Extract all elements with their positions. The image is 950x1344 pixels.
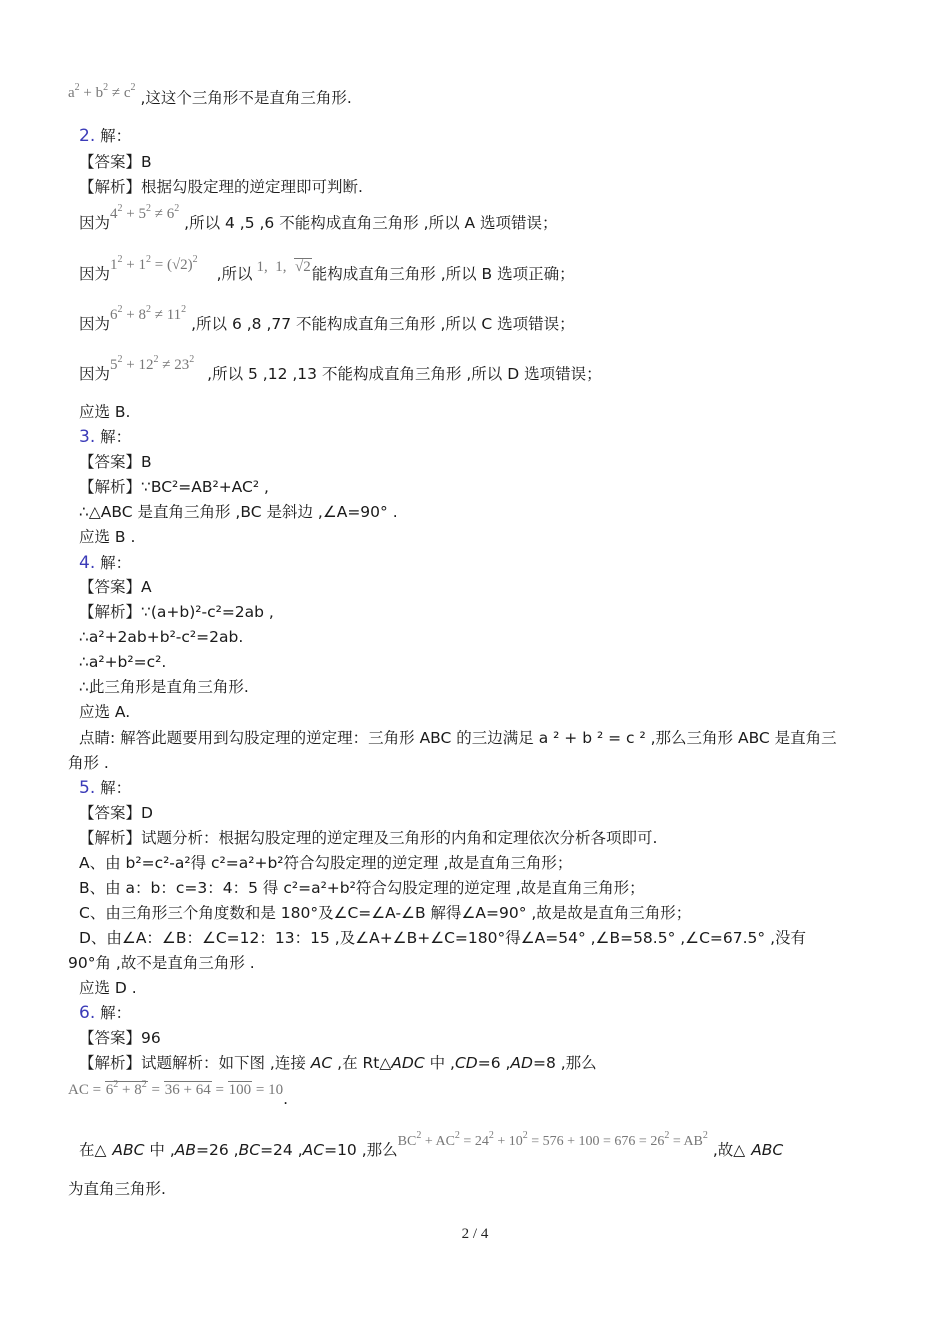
q4-jie: 解： — [100, 554, 132, 572]
q5-header — [79, 778, 131, 798]
q4-answer: 【答案】A — [79, 578, 152, 596]
q2-line-d-pre: 因为 — [79, 365, 111, 383]
q5-answer: 【答案】D — [79, 804, 153, 822]
q6-ac: AC — [310, 1054, 333, 1072]
q4-line4: ∴此三角形是直角三角形. — [79, 678, 249, 696]
q2-conclusion: 应选 B. — [79, 403, 131, 421]
q2-number: 2. — [79, 126, 96, 146]
q6-line2-post: ,故△ — [707, 1141, 746, 1159]
q6-ad-val: =8 ,那么 — [532, 1054, 597, 1072]
q4-line2: ∴a²+2ab+b²-c²=2ab. — [79, 628, 244, 646]
q6-bc: BC — [238, 1141, 261, 1159]
page-footer: 2 / 4 — [461, 1226, 489, 1242]
q4-header — [79, 553, 131, 573]
q3-analysis: 【解析】∵BC²=AB²+AC² , — [79, 478, 269, 496]
q4-line3: ∴a²+b²=c². — [79, 653, 167, 671]
q6-cd: CD — [454, 1054, 478, 1072]
q5-jie: 解： — [100, 779, 132, 797]
q6-adc: △ADC — [379, 1054, 425, 1072]
q1-formula: $a^2 + b^2 \ne c^2$ — [68, 82, 136, 101]
q4-comment-1: 点睛: 解答此题要用到勾股定理的逆定理：三角形 ABC 的三边满足 a ² + b ² = c ² ,那么三角形 ABC 是直角三 — [79, 729, 837, 747]
q5-option-a: A、由 b²=c²-a²得 c²=a²+b²符合勾股定理的逆定理 ,故是直角三角形； — [79, 854, 573, 872]
q2-line-a — [79, 203, 558, 234]
q2-header — [79, 126, 131, 146]
q5-number: 5. — [79, 778, 96, 798]
q3-jie: 解： — [100, 428, 132, 446]
q2-line-c-formula: $6^2 + 8^2 \ne 11^2$ — [110, 304, 187, 323]
q3-answer: 【答案】B — [79, 453, 152, 471]
q6-ac2: AC — [302, 1141, 325, 1159]
q2-line-b-mid: ,所以 — [211, 265, 253, 283]
q6-number: 6. — [79, 1003, 96, 1023]
q6-line2 — [79, 1130, 784, 1162]
q2-line-c — [79, 304, 575, 335]
q5-analysis: 【解析】试题分析：根据勾股定理的逆定理及三角形的内角和定理依次分析各项即可. — [79, 829, 658, 847]
q6-line2-mid: 中 , — [144, 1141, 175, 1159]
q1-text: ,这这个三角形不是直角三角形. — [140, 89, 352, 107]
q3-number: 3. — [79, 427, 96, 447]
q5-conclusion: 应选 D . — [79, 979, 137, 997]
q2-line-d-post: ,所以 5 ,12 ,13 不能构成直角三角形 ,所以 D 选项错误； — [202, 365, 602, 383]
q6-cd-val: =6 , — [477, 1054, 511, 1072]
q5-option-d-2: 90°角 ,故不是直角三角形 . — [68, 954, 255, 972]
q2-analysis: 【解析】根据勾股定理的逆定理即可判断. — [79, 178, 363, 196]
q6-header — [79, 1003, 131, 1023]
q2-line-c-post: ,所以 6 ,8 ,77 不能构成直角三角形 ,所以 C 选项错误； — [186, 315, 575, 333]
q5-option-d-1: D、由∠A：∠B：∠C=12：13：15 ,及∠A+∠B+∠C=180°得∠A=54° ,∠B=58.5° ,∠C=67.5° ,没有 — [79, 929, 807, 947]
q3-conclusion: 应选 B . — [79, 528, 136, 546]
q5-option-c: C、由三角形三个角度数和是 180°及∠C=∠A-∠B 解得∠A=90° ,故是故是直角三角形； — [79, 904, 692, 922]
q3-header — [79, 427, 131, 447]
q4-comment-2: 角形 . — [68, 754, 109, 772]
q6-line2-pre: 在△ — [79, 1141, 107, 1159]
q2-answer: 【答案】B — [79, 153, 152, 171]
q2-line-a-post: ,所以 4 ,5 ,6 不能构成直角三角形 ,所以 A 选项错误； — [179, 214, 558, 232]
q4-number: 4. — [79, 553, 96, 573]
q1-tail-line — [68, 82, 352, 109]
q2-line-b-values: 1, 1, √2 — [256, 259, 311, 275]
q2-line-d — [79, 354, 602, 385]
q2-jie: 解： — [100, 127, 132, 145]
q6-jie: 解： — [100, 1004, 132, 1022]
q6-formula-end: . — [283, 1090, 289, 1108]
q4-conclusion: 应选 A. — [79, 703, 131, 721]
q2-line-b-formula: $1^2 + 1^2 = (√2)^2$ — [110, 254, 198, 273]
q6-abc2: ABC — [751, 1141, 784, 1159]
q6-analysis-mid2: 中 , — [424, 1054, 455, 1072]
q6-line3: 为直角三角形. — [68, 1180, 166, 1198]
q2-line-b — [79, 254, 575, 285]
q6-ac2-val: =10 ,那么 — [324, 1141, 398, 1159]
q6-analysis-pre: 【解析】试题解析：如下图 ,连接 — [79, 1054, 306, 1072]
q5-option-b: B、由 a：b：c=3：4：5 得 c²=a²+b²符合勾股定理的逆定理 ,故是直角三角形； — [79, 879, 645, 897]
q6-analysis — [79, 1053, 597, 1073]
q2-line-b-post: 能构成直角三角形 ,所以 B 选项正确； — [311, 265, 575, 283]
q4-analysis: 【解析】∵(a+b)²-c²=2ab , — [79, 603, 274, 621]
q2-line-c-pre: 因为 — [79, 315, 111, 333]
q6-bc-val: =24 , — [260, 1141, 303, 1159]
q2-line-a-pre: 因为 — [79, 214, 111, 232]
q2-line-b-pre: 因为 — [79, 265, 111, 283]
q6-abc: ABC — [112, 1141, 145, 1159]
q6-formula-big: $BC^2 + AC^2 = 24^2 + 10^2 = 576 + 100 = 676 = 26^2 = AB^2$ — [397, 1130, 708, 1149]
q6-answer: 【答案】96 — [79, 1029, 161, 1047]
q6-formula-ac-line — [68, 1079, 289, 1108]
q6-ab: AB — [174, 1141, 197, 1159]
q2-line-a-formula: $4^2 + 5^2 \ne 6^2$ — [110, 203, 180, 222]
q2-line-d-formula: $5^2 + 12^2 \ne 23^2$ — [110, 354, 195, 373]
q6-formula-ac: AC = $6^2 + 8^2 = 36 + 64 = 100 = 10$ — [68, 1079, 284, 1098]
q3-line2: ∴△ABC 是直角三角形 ,BC 是斜边 ,∠A=90° . — [79, 503, 398, 521]
q6-ad: AD — [510, 1054, 533, 1072]
q6-analysis-mid: ,在 Rt — [332, 1054, 380, 1072]
q6-ab-val: =26 , — [196, 1141, 239, 1159]
